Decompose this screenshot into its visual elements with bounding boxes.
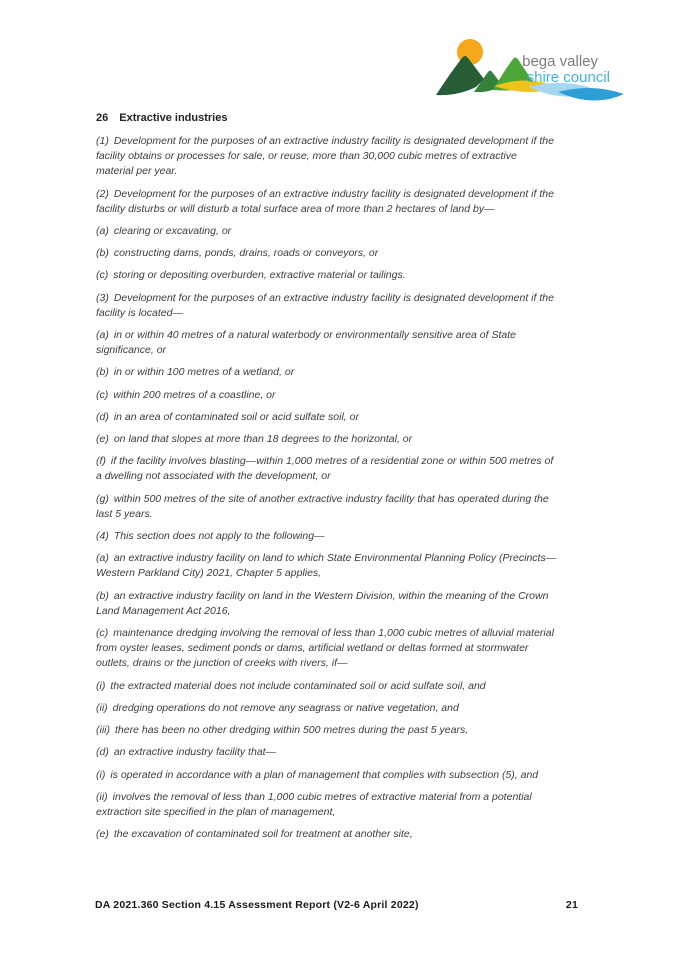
section-number: 26 (96, 112, 109, 124)
clause-paragraph (96, 187, 557, 217)
clause-paragraph (96, 432, 557, 447)
council-logo-graphic (436, 35, 628, 115)
clause-label: (e) (96, 828, 109, 841)
clause-paragraph (96, 589, 557, 619)
clause-paragraph (96, 679, 557, 694)
clause-label: (3) (96, 291, 109, 304)
clause-paragraph (96, 768, 557, 783)
clause-text: there has been no other dredging within 500 metres during the past 5 years, (115, 724, 469, 737)
clause-paragraph (96, 626, 557, 672)
clause-paragraph (96, 410, 557, 425)
clause-paragraph (96, 790, 557, 820)
section-title: Extractive industries (119, 112, 228, 124)
clause-paragraph (96, 328, 557, 358)
clause-label: (c) (96, 269, 109, 282)
clause-paragraph (96, 134, 557, 180)
clause-label: (d) (96, 746, 109, 759)
clause-label: (b) (96, 589, 109, 602)
clause-label: (a) (96, 552, 109, 565)
clause-paragraph (96, 701, 557, 716)
clause-text: in an area of contaminated soil or acid sulfate soil, or (113, 410, 359, 423)
clause-label: (a) (96, 225, 109, 238)
clause-label: (1) (96, 135, 109, 147)
clause-text: the excavation of contaminated soil for treatment at another site, (113, 828, 413, 841)
clause-text: in or within 40 metres of a natural waterbody or environmentally sensitive area of State significance, or (96, 329, 516, 357)
clause-label: (2) (96, 187, 109, 200)
page-footer (95, 899, 578, 911)
clause-label: (e) (96, 433, 109, 446)
clause-text: in or within 100 metres of a wetland, or (113, 366, 295, 379)
clause-label: (c) (96, 388, 109, 401)
logo-text-line2: shire council (526, 69, 610, 86)
clause-text: Development for the purposes of an extractive industry facility is designated development if the facility disturbs or will disturb a total surface area of more than 2 hectares of land by— (96, 187, 554, 215)
clause-label: (i) (96, 679, 106, 692)
clause-text: involves the removal of less than 1,000 cubic metres of extractive material from a potential extraction site specified in the plan of management, (96, 790, 532, 818)
council-logo (436, 35, 628, 115)
clause-text: maintenance dredging involving the removal of less than 1,000 cubic metres of alluvial material from oyster leases, sediment ponds or dams, artificial wetland or deltas formed at stormwater outlets, drains or the junction of creeks with rivers, if— (96, 627, 554, 670)
logo-text-line1: bega valley (522, 53, 598, 70)
clause-text: an extractive industry facility that— (113, 746, 277, 759)
clause-label: (iii) (96, 724, 110, 737)
footer-page-number: 21 (565, 899, 578, 911)
clause-text: is operated in accordance with a plan of management that complies with subsection (5), and (110, 768, 539, 781)
section-heading (96, 111, 557, 126)
swoosh-blue-icon (558, 88, 624, 101)
clause-label: (a) (96, 329, 109, 342)
clause-text: the extracted material does not include contaminated soil or acid sulfate soil, and (110, 679, 486, 692)
clause-label: (b) (96, 366, 109, 379)
clause-paragraph (96, 827, 557, 842)
clause-text: storing or depositing overburden, extractive material or tailings. (113, 269, 406, 282)
clause-paragraph (96, 492, 557, 522)
clause-text: on land that slopes at more than 18 degrees to the horizontal, or (113, 433, 413, 446)
clause-paragraph (96, 224, 557, 239)
clause-text: if the facility involves blasting—within 1,000 metres of a residential zone or within 500 metres of a dwelling not associated with the development, or (96, 455, 554, 483)
clause-paragraph (96, 365, 557, 380)
clause-paragraph (96, 291, 557, 321)
footer-report-title: DA 2021.360 Section 4.15 Assessment Report (V2-6 April 2022) (95, 899, 419, 911)
clause-label: (g) (96, 492, 109, 505)
clause-text: Development for the purposes of an extractive industry facility is designated development if the facility is located— (96, 291, 554, 319)
clause-paragraph (96, 246, 557, 261)
clause-paragraph (96, 529, 557, 544)
clause-label: (4) (96, 530, 109, 543)
clause-paragraph (96, 551, 557, 581)
clause-label: (c) (96, 627, 109, 640)
clause-label: (d) (96, 410, 109, 423)
clause-text: This section does not apply to the following— (113, 530, 325, 543)
clause-text: dredging operations do not remove any seagrass or native vegetation, and (112, 701, 459, 714)
clause-label: (i) (96, 768, 106, 781)
clause-paragraph (96, 268, 557, 283)
clause-label: (f) (96, 455, 106, 468)
clause-label: (b) (96, 247, 109, 260)
clause-text: within 500 metres of the site of another extractive industry facility that has operated during the last 5 years. (96, 492, 549, 520)
clause-label: (ii) (96, 790, 108, 803)
clause-text: Development for the purposes of an extractive industry facility is designated development if the facility obtains or processes for sale, or reuse, more than 30,000 cubic metres of extractive material per year. (96, 135, 554, 178)
clause-label: (ii) (96, 701, 108, 714)
clause-text: an extractive industry facility on land in the Western Division, within the meaning of the Crown Land Management Act 2016, (96, 589, 549, 617)
clause-paragraph (96, 745, 557, 760)
clause-paragraph (96, 388, 557, 403)
clause-text: within 200 metres of a coastline, or (113, 388, 276, 401)
clause-paragraph (96, 723, 557, 738)
clause-paragraph (96, 454, 557, 484)
document-body (96, 111, 557, 849)
clause-text: clearing or excavating, or (113, 225, 232, 238)
clause-text: constructing dams, ponds, drains, roads or conveyors, or (113, 247, 379, 260)
clause-text: an extractive industry facility on land to which State Environmental Planning Policy (Precincts—Western Parkland City) 2021, Chapter 5 applies, (96, 552, 557, 580)
